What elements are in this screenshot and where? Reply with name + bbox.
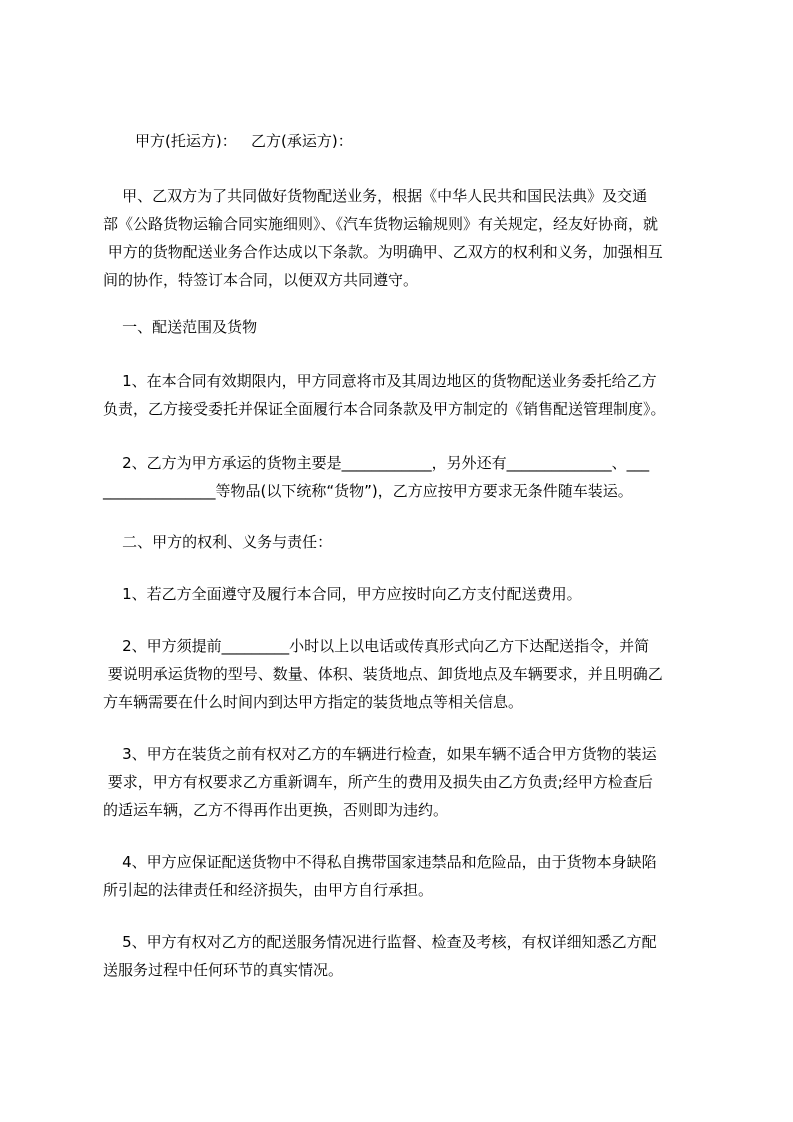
section-title-text: 一、配送范围及货物: [103, 318, 258, 336]
s1-item-2: [103, 449, 703, 505]
text-line: 1、若乙方全面遵守及履行本合同，甲方应按时向乙方支付配送费用。: [103, 585, 582, 603]
text-line: _______________等物品(以下统称“货物”)，乙方应按甲方要求无条件随车装运。: [103, 482, 633, 500]
text-line: 送服务过程中任何环节的真实情况。: [103, 961, 344, 979]
section-2-title: [103, 528, 703, 556]
s2-item-2: [103, 632, 703, 716]
text-line: 方车辆需要在什么时间内到达甲方指定的装货地点等相关信息。: [103, 693, 524, 711]
text-line: 1、在本合同有效期限内，甲方同意将市及其周边地区的货物配送业务委托给乙方: [103, 372, 657, 390]
s2-item-4: [103, 848, 703, 904]
s1-item-1: [103, 367, 703, 423]
text-line: 的适运车辆，乙方不得再作出更换，否则即为违约。: [103, 801, 449, 819]
text-line: 要说明承运货物的型号、数量、体积、装货地点、卸货地点及车辆要求，并且明确乙: [103, 665, 663, 683]
text-line: 部《公路货物运输合同实施细则》、《汽车货物运输规则》有关规定，经友好协商，就: [103, 215, 659, 233]
section-title-text: 二、甲方的权利、义务与责任：: [103, 533, 333, 551]
text-line: 要求，甲方有权要求乙方重新调车，所产生的费用及损失由乙方负责;经甲方检查后: [103, 773, 653, 791]
s2-item-5: [103, 928, 703, 984]
text-line: 负责，乙方接受委托并保证全面履行本合同条款及甲方制定的《销售配送管理制度》。: [103, 400, 666, 418]
text-line: 4、甲方应保证配送货物中不得私自携带国家违禁品和危险品，由于货物本身缺陷: [103, 853, 657, 871]
text-line: 甲方的货物配送业务合作达成以下条款。为明确甲、乙双方的权利和义务，加强相互: [103, 243, 663, 261]
text-line: 间的协作，特签订本合同，以便双方共同遵守。: [103, 271, 419, 289]
s2-item-3: [103, 740, 703, 824]
parties-line-text: 甲方(托运方)： 乙方(承运方)：: [135, 132, 353, 150]
text-line: 2、甲方须提前_________小时以上以电话或传真形式向乙方下达配送指令，并简: [103, 637, 650, 655]
text-line: 5、甲方有权对乙方的配送服务情况进行监督、检查及考核，有权详细知悉乙方配: [103, 933, 657, 951]
intro-paragraph: [103, 182, 703, 294]
text-line: 甲、乙双方为了共同做好货物配送业务，根据《中华人民共和国民法典》及交通: [103, 187, 648, 205]
text-line: 2、乙方为甲方承运的货物主要是____________，另外还有______________、___: [103, 454, 650, 472]
section-1-title: [103, 313, 703, 341]
s2-item-1: [103, 580, 703, 608]
parties-line: [103, 127, 703, 155]
text-line: 3、甲方在装货之前有权对乙方的车辆进行检查，如果车辆不适合甲方货物的装运: [103, 745, 657, 763]
text-line: 所引起的法律责任和经济损失，由甲方自行承担。: [103, 881, 434, 899]
